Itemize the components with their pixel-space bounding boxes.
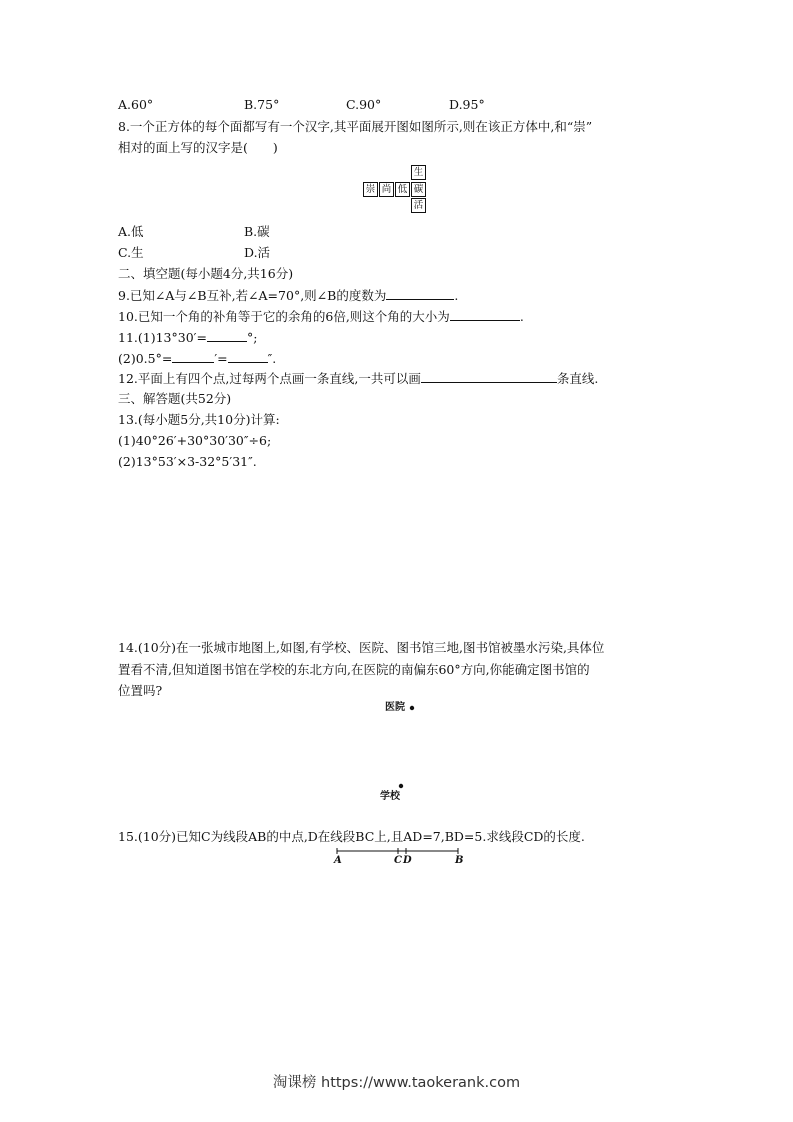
q11-p1-text: 11.(1)13°30′= xyxy=(118,330,207,345)
point-d-label: D xyxy=(403,855,412,866)
q9-answer-blank[interactable] xyxy=(386,287,454,300)
q13-part1: (1)40°26′+30°30′30″÷6; xyxy=(118,433,272,448)
q11-p2-blank2[interactable] xyxy=(228,350,268,363)
section2-heading: 二、填空题(每小题4分,共16分) xyxy=(118,266,294,281)
q11-p1-blank[interactable] xyxy=(207,329,247,342)
q14-line1: 14.(10分)在一张城市地图上,如图,有学校、医院、图书馆三地,图书馆被墨水污染,具体位 xyxy=(118,640,605,655)
q11-p2-blank1[interactable] xyxy=(172,350,214,363)
q11-part2 xyxy=(118,350,276,367)
q10-end: . xyxy=(519,309,524,324)
q11-p2-end: ″. xyxy=(267,351,277,366)
q10-text: 10.已知一个角的补角等于它的余角的6倍,则这个角的大小为 xyxy=(118,309,450,324)
q8-option-d: D.活 xyxy=(244,245,271,260)
q7-option-c: C.90° xyxy=(346,97,382,112)
q11-p2-text: (2)0.5°= xyxy=(118,351,173,366)
q12-answer-blank[interactable] xyxy=(421,370,557,383)
q8-option-a: A.低 xyxy=(118,224,144,239)
hospital-label: 医院 xyxy=(385,702,405,713)
cube-net-figure xyxy=(363,165,429,215)
q12 xyxy=(118,370,598,387)
net-cell-sheng: 生 xyxy=(411,165,426,180)
q8-option-c: C.生 xyxy=(118,245,144,260)
q9-text: 9.已知∠A与∠B互补,若∠A=70°,则∠B的度数为 xyxy=(118,288,387,303)
q13-title: 13.(每小题5分,共10分)计算: xyxy=(118,412,280,427)
q11-p1-end: °; xyxy=(246,330,258,345)
q11-part1 xyxy=(118,329,257,346)
q10 xyxy=(118,308,524,325)
q7-option-a: A.60° xyxy=(118,97,154,112)
q14-line2: 置看不清,但知道图书馆在学校的东北方向,在医院的南偏东60°方向,你能确定图书馆的 xyxy=(118,662,590,677)
q8-option-b: B.碳 xyxy=(244,224,270,239)
q12-end: 条直线. xyxy=(556,371,599,386)
q9 xyxy=(118,287,458,304)
point-c-label: C xyxy=(394,855,402,866)
net-cell-shang: 尚 xyxy=(379,182,394,197)
q10-answer-blank[interactable] xyxy=(450,308,520,321)
q13-part2: (2)13°53′×3-32°5′31″. xyxy=(118,454,257,469)
point-b-label: B xyxy=(455,855,464,866)
q8-line2: 相对的面上写的汉字是( ) xyxy=(118,140,278,155)
net-cell-huo: 活 xyxy=(411,198,426,213)
net-cell-di: 低 xyxy=(395,182,410,197)
school-point xyxy=(397,782,405,790)
q12-text: 12.平面上有四个点,过每两个点画一条直线,一共可以画 xyxy=(118,371,421,386)
section3-heading: 三、解答题(共52分) xyxy=(118,391,232,406)
q8-line1: 8.一个正方体的每个面都写有一个汉字,其平面展开图如图所示,则在该正方体中,和“崇” xyxy=(118,119,593,134)
q11-p2-mid: ′= xyxy=(214,351,228,366)
hospital-point xyxy=(408,704,416,712)
q9-end: . xyxy=(454,288,459,303)
net-cell-tan: 碳 xyxy=(411,182,426,197)
q14-line3: 位置吗? xyxy=(118,683,163,698)
q7-option-b: B.75° xyxy=(244,97,280,112)
q7-option-d: D.95° xyxy=(449,97,485,112)
q15-text: 15.(10分)已知C为线段AB的中点,D在线段BC上,且AD=7,BD=5.求线段CD的长度. xyxy=(118,829,585,844)
footer-watermark: 淘课榜 https://www.taokerank.com xyxy=(272,1075,521,1091)
point-a-label: A xyxy=(334,855,342,866)
school-label: 学校 xyxy=(380,791,400,802)
net-cell-chong: 崇 xyxy=(363,182,378,197)
